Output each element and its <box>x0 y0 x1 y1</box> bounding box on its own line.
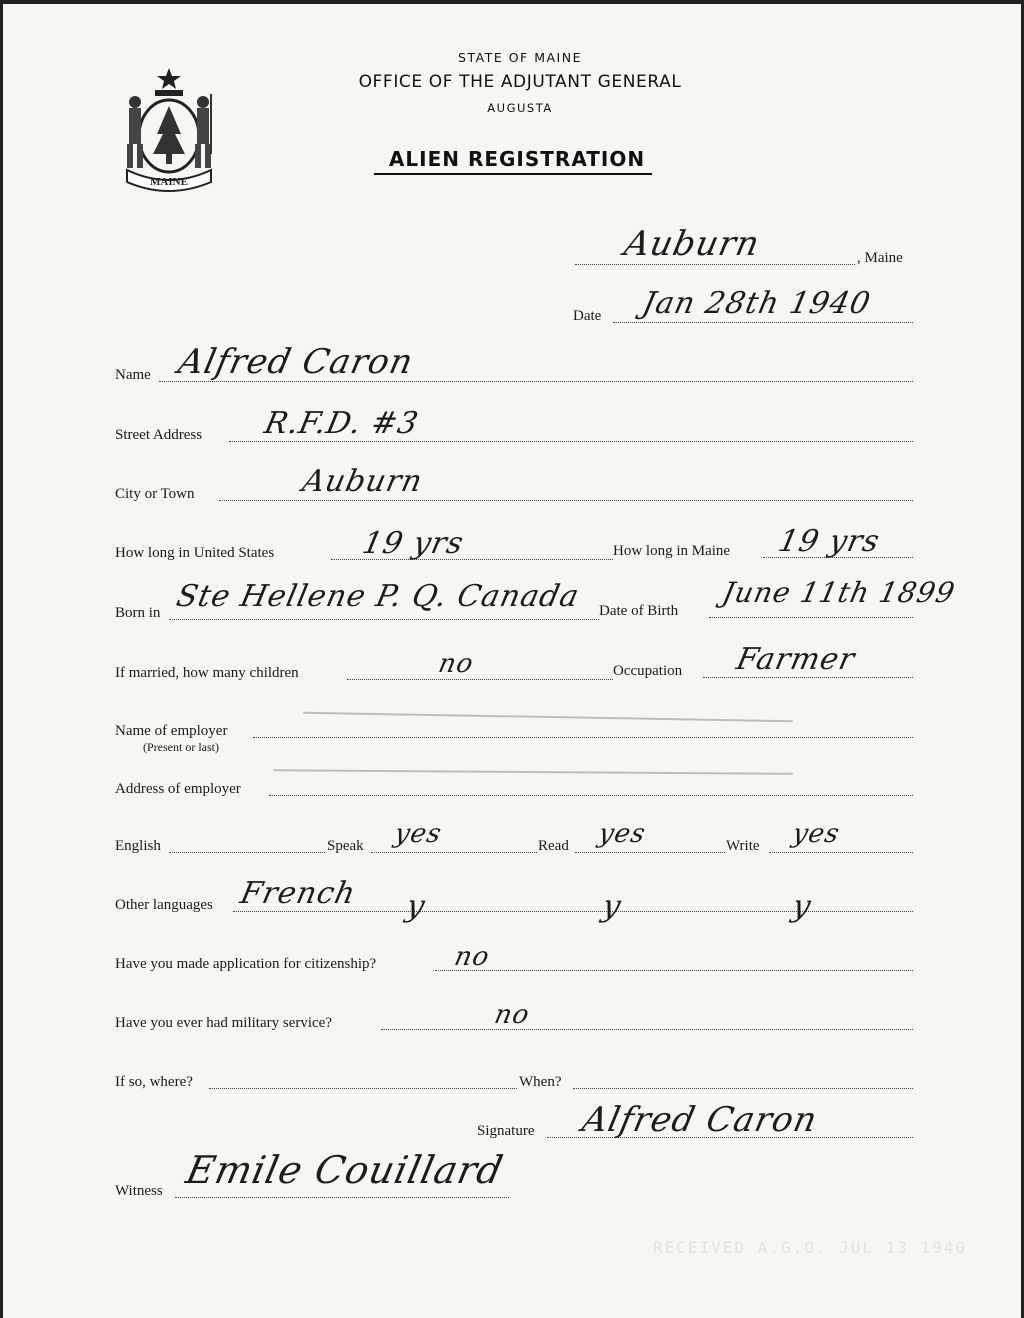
witness-value: Emile Couillard <box>182 1148 508 1192</box>
speak-value: yes <box>391 819 445 849</box>
children-value: no <box>435 649 477 679</box>
when-label: When? <box>519 1074 562 1090</box>
city-heading: AUGUSTA <box>487 101 553 115</box>
other-languages-line <box>233 911 913 912</box>
received-stamp: RECEIVED A.G.O. JUL 13 1940 <box>653 1238 968 1257</box>
military-value: no <box>491 1000 533 1030</box>
children-line <box>347 679 613 680</box>
employer-sublabel: (Present or last) <box>143 740 219 754</box>
street-label: Street Address <box>115 427 203 443</box>
english-line <box>169 852 325 853</box>
military-label: Have you ever had military service? <box>115 1015 332 1031</box>
citizenship-value: no <box>451 942 493 972</box>
employer-address-label: Address of employer <box>115 781 241 797</box>
city-line <box>219 500 913 501</box>
signature-label: Signature <box>477 1123 535 1139</box>
write-line <box>769 852 913 853</box>
where-label: If so, where? <box>115 1074 193 1090</box>
speak-label: Speak <box>327 838 364 854</box>
date-value: Jan 28th 1940 <box>639 286 874 321</box>
place-line <box>575 264 855 265</box>
other-languages-value: French <box>237 876 360 911</box>
read-line <box>575 852 725 853</box>
how-long-us-label: How long in United States <box>115 545 275 561</box>
born-value: Ste Hellene P. Q. Canada <box>173 579 583 614</box>
english-label: English <box>115 838 161 854</box>
blank-stroke <box>303 712 793 723</box>
write-value: yes <box>789 819 843 849</box>
form-title: ALIEN REGISTRATION <box>388 147 646 171</box>
city-value: Auburn <box>299 464 426 499</box>
blank-stroke <box>273 769 793 775</box>
how-long-me-label: How long in Maine <box>613 543 731 559</box>
where-line <box>209 1088 517 1089</box>
street-line <box>229 441 913 442</box>
signature-value: Alfred Caron <box>578 1100 822 1140</box>
office-heading: OFFICE OF THE ADJUTANT GENERAL <box>358 72 682 92</box>
other-read-value: y <box>599 889 625 924</box>
name-label: Name <box>115 367 151 383</box>
occupation-label: Occupation <box>613 663 683 679</box>
occupation-line <box>703 677 913 678</box>
title-underline <box>374 173 652 175</box>
seal-motto: MAINE <box>150 176 188 188</box>
other-write-value: y <box>789 889 815 924</box>
state-heading: STATE OF MAINE <box>458 50 582 65</box>
citizenship-label: Have you made application for citizenship? <box>115 956 377 972</box>
read-label: Read <box>538 838 569 854</box>
place-value: Auburn <box>620 224 764 264</box>
other-speak-value: y <box>403 889 429 924</box>
when-line <box>573 1088 913 1089</box>
occupation-value: Farmer <box>733 642 859 677</box>
citizenship-line <box>435 970 913 971</box>
date-line <box>613 322 913 323</box>
witness-label: Witness <box>115 1183 163 1199</box>
write-label: Write <box>726 838 760 854</box>
how-long-us-value: 19 yrs <box>359 526 468 561</box>
military-line <box>381 1029 913 1030</box>
speak-line <box>371 852 537 853</box>
date-label: Date <box>573 308 602 324</box>
born-line <box>169 619 599 620</box>
other-languages-label: Other languages <box>115 897 213 913</box>
dob-label: Date of Birth <box>599 603 679 619</box>
employer-line <box>253 737 913 738</box>
street-value: R.F.D. #3 <box>261 406 422 441</box>
witness-line <box>175 1197 509 1198</box>
city-label: City or Town <box>115 486 195 502</box>
place-suffix: , Maine <box>857 250 903 266</box>
born-label: Born in <box>115 605 161 621</box>
name-value: Alfred Caron <box>174 342 418 382</box>
read-value: yes <box>595 819 649 849</box>
dob-value: June 11th 1899 <box>719 576 959 609</box>
employer-label: Name of employer <box>115 723 228 739</box>
how-long-me-value: 19 yrs <box>775 524 884 559</box>
employer-address-line <box>269 795 913 796</box>
dob-line <box>709 617 913 618</box>
children-label: If married, how many children <box>115 665 299 681</box>
